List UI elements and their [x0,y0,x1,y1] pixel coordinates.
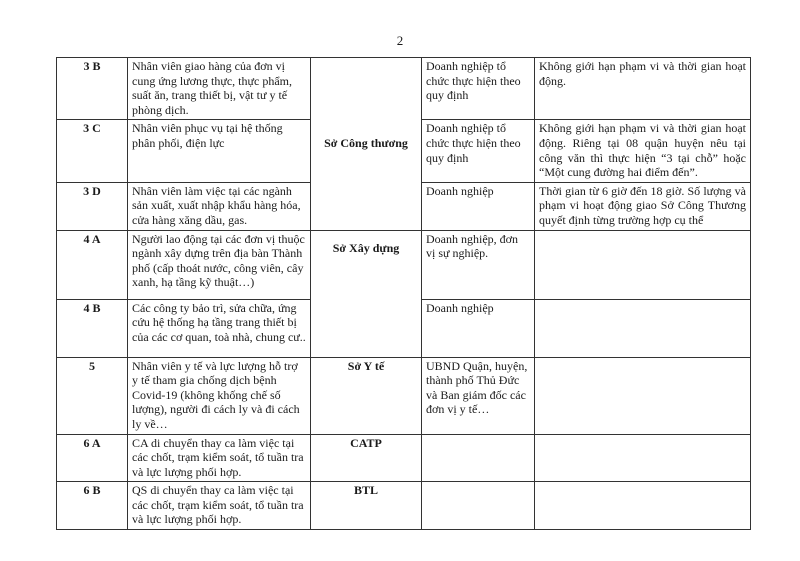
subject-cell: QS di chuyển thay ca làm việc tại các chốt, trạm kiểm soát, tổ tuần tra và lực lượng phối hợp. [128,482,311,530]
agency-cell: BTL [311,482,422,530]
row-id: 6 B [57,482,128,530]
subject-cell: Nhân viên giao hàng của đơn vị cung ứng lương thực, thực phẩm, suất ăn, trang thiết bị, vật tư y tế phòng dịch. [128,58,311,120]
row-id: 4 B [57,299,128,357]
agency-cell: Sở Y tế [311,357,422,434]
row-id: 5 [57,357,128,434]
scope-cell [535,434,751,482]
scope-cell [535,357,751,434]
page-number: 2 [396,33,404,48]
agency-cell-cong-thuong: Sở Công thương [311,58,422,231]
table-row [57,434,751,482]
responsible-cell: Doanh nghiệp tổ chức thực hiện theo quy định [422,58,535,120]
table-row [57,357,751,434]
scope-cell: Không giới hạn phạm vi và thời gian hoạt động. [535,58,751,120]
scope-cell [535,299,751,357]
responsible-cell [422,482,535,530]
scope-cell [535,230,751,299]
subject-cell: Nhân viên làm việc tại các ngành sản xuất, xuất nhập khẩu hàng hóa, cửa hàng xăng dầu, gas. [128,182,311,230]
table-row [57,230,751,299]
row-id: 4 A [57,230,128,299]
row-id: 6 A [57,434,128,482]
row-id: 3 B [57,58,128,120]
table-row [57,58,751,120]
row-id: 3 D [57,182,128,230]
scope-cell: Thời gian từ 6 giờ đến 18 giờ. Số lượng và phạm vi hoạt động giao Sở Công Thương quyết định từng trường hợp cụ thể [535,182,751,230]
responsible-cell: Doanh nghiệp tổ chức thực hiện theo quy định [422,120,535,182]
permit-table [56,57,751,530]
subject-cell: CA di chuyển thay ca làm việc tại các chốt, trạm kiểm soát, tổ tuần tra và lực lượng phối hợp. [128,434,311,482]
agency-cell-xay-dung: Sở Xây dựng [311,230,422,357]
row-id: 3 C [57,120,128,182]
subject-cell: Nhân viên phục vụ tại hệ thống phân phối, điện lực [128,120,311,182]
responsible-cell: Doanh nghiệp [422,182,535,230]
subject-cell: Người lao động tại các đơn vị thuộc ngành xây dựng trên địa bàn Thành phố (cấp thoát nước, công viên, cây xanh, hạ tầng kỹ thuật…) [128,230,311,299]
scope-cell: Không giới hạn phạm vi và thời gian hoạt động. Riêng tại 08 quận huyện nêu tại công văn thì thực hiện “3 tại chỗ” hoặc “Một cung đường hai điểm đến”. [535,120,751,182]
responsible-cell: UBND Quận, huyện, thành phố Thủ Đức và Ban giám đốc các đơn vị y tế… [422,357,535,434]
agency-cell: CATP [311,434,422,482]
table-row [57,482,751,530]
subject-cell: Các công ty bảo trì, sửa chữa, ứng cứu hệ thống hạ tầng trang thiết bị của các cơ quan, toà nhà, chung cư.. [128,299,311,357]
responsible-cell: Doanh nghiệp [422,299,535,357]
scope-cell [535,482,751,530]
responsible-cell [422,434,535,482]
responsible-cell: Doanh nghiệp, đơn vị sự nghiệp. [422,230,535,299]
subject-cell: Nhân viên y tế và lực lượng hỗ trợ y tế tham gia chống dịch bệnh Covid-19 (không khống chế số lượng), người đi cách ly và đi cách ly về… [128,357,311,434]
